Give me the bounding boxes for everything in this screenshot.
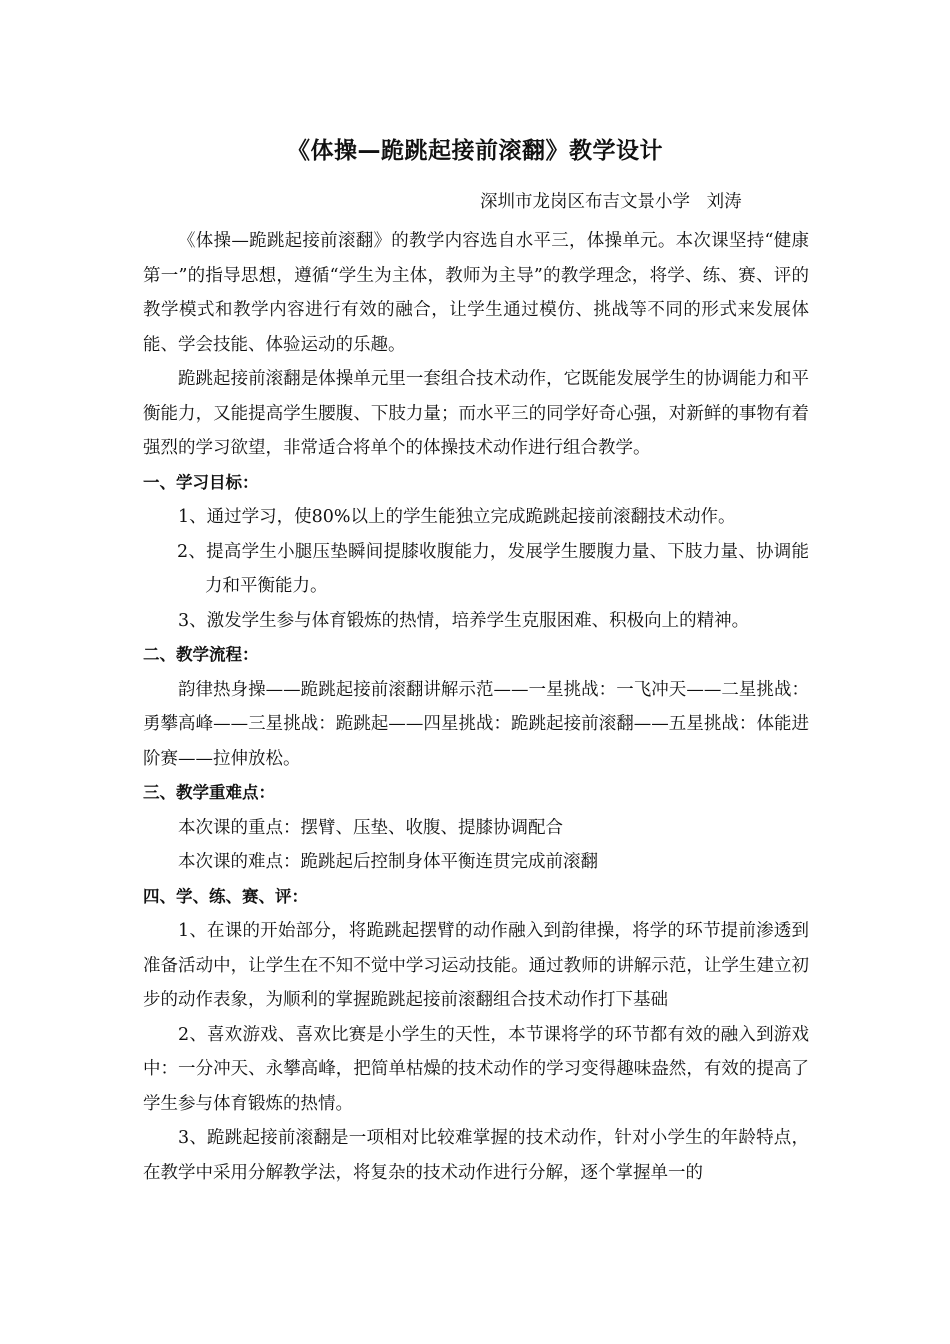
intro-paragraph-2: 跪跳起接前滚翻是体操单元里一套组合技术动作，它既能发展学生的协调能力和平衡能力，又能提高学生腰腹、下肢力量；而水平三的同学好奇心强，对新鲜的事物有着强烈的学习欲望，非常适合将单个的体操技术动作进行组合教学。 bbox=[143, 369, 809, 458]
goal-item-3: 3、激发学生参与体育锻炼的热情，培养学生克服困难、积极向上的精神。 bbox=[178, 610, 750, 631]
section-heading-goals: 一、学习目标： bbox=[143, 472, 259, 492]
author-line: 深圳市龙岗区布吉文景小学 刘涛 bbox=[480, 192, 742, 212]
learn-practice-paragraph-2: 2、喜欢游戏、喜欢比赛是小学生的天性，本节课将学的环节都有效的融入到游戏中：一分冲天、永攀高峰，把简单枯燥的技术动作的学习变得趣味盎然，有效的提高了学生参与体育锻炼的热情。 bbox=[143, 1024, 809, 1114]
learn-practice-paragraph-1: 1、在课的开始部分，将跪跳起摆臂的动作融入到韵律操，将学的环节提前渗透到准备活动中，让学生在不知不觉中学习运动技能。通过教师的讲解示范，让学生建立初步的动作表象，为顺利的掌握跪跳起接前滚翻组合技术动作打下基础 bbox=[143, 921, 809, 1010]
learn-practice-paragraph-3: 3、跪跳起接前滚翻是一项相对比较难掌握的技术动作，针对小学生的年龄特点，在教学中采用分解教学法，将复杂的技术动作进行分解，逐个掌握单一的 bbox=[143, 1128, 809, 1183]
goal-item-2: 2、提高学生小腿压垫瞬间提膝收腹能力，发展学生腰腹力量、下肢力量、协调能力和平衡能力。 bbox=[177, 541, 809, 596]
difficulty-line: 本次课的难点：跪跳起后控制身体平衡连贯完成前滚翻 bbox=[178, 852, 598, 872]
key-point-line: 本次课的重点：摆臂、压垫、收腹、提膝协调配合 bbox=[178, 817, 563, 838]
document-title: 《体操—跪跳起接前滚翻》教学设计 bbox=[287, 138, 663, 164]
section-heading-learn-practice: 四、学、练、赛、评： bbox=[143, 886, 308, 906]
section-heading-process: 二、教学流程： bbox=[143, 645, 259, 664]
process-paragraph: 韵律热身操——跪跳起接前滚翻讲解示范——一星挑战：一飞冲天——二星挑战：勇攀高峰——三星挑战：跪跳起——四星挑战：跪跳起接前滚翻——五星挑战：体能进阶赛——拉伸放松。 bbox=[143, 679, 809, 769]
goal-item-1: 1、通过学习，使80%以上的学生能独立完成跪跳起接前滚翻技术动作。 bbox=[178, 507, 736, 527]
intro-paragraph-1: 《体操—跪跳起接前滚翻》的教学内容选自水平三，体操单元。本次课坚持“健康第一”的指导思想，遵循“学生为主体，教师为主导”的教学理念，将学、练、赛、评的教学模式和教学内容进行有效的融合，让学生通过模仿、挑战等不同的形式来发展体能、学会技能、体验运动的乐趣。 bbox=[143, 231, 809, 355]
section-heading-key-points: 三、教学重难点： bbox=[143, 783, 275, 802]
document-body bbox=[143, 224, 809, 1190]
